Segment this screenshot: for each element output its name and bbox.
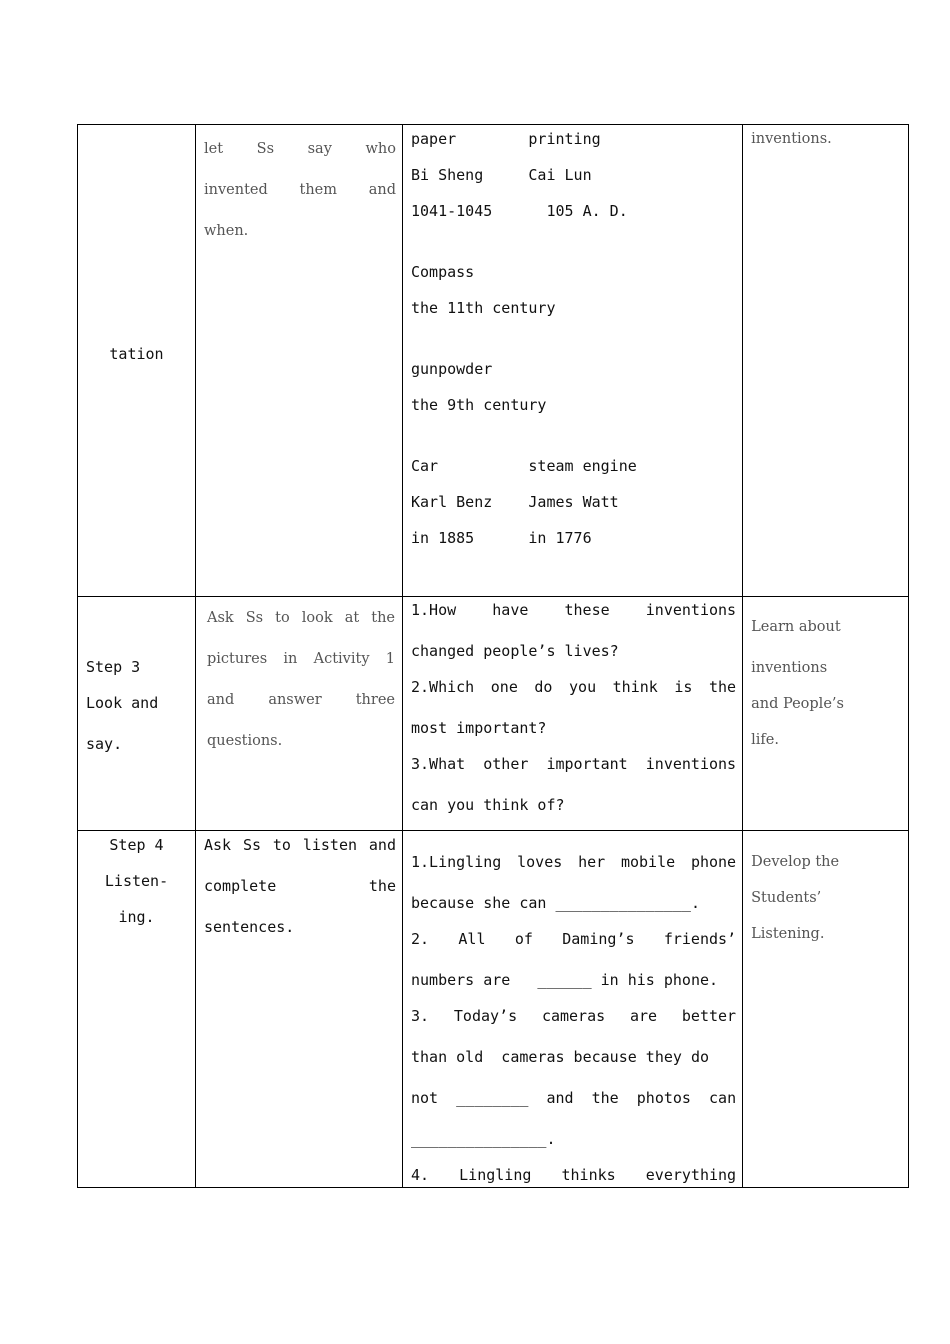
step-text: Step 3 [86,658,141,676]
step-cell [78,597,196,831]
activity-line: and answer three [207,692,395,708]
content-line: Compass [411,263,475,281]
step-text: say. [86,735,123,753]
lesson-plan-table [77,124,909,1188]
content-line: Karl Benz James Watt [411,493,619,511]
content-line: can you think of? [411,796,565,814]
activity-cell [196,597,403,831]
activity-cell [196,831,403,1188]
content-cell [403,125,743,597]
activity-line: invented them and [204,182,396,198]
content-line: 2.Which one do you think is the [411,678,737,696]
content-line: because she can _______________. [411,894,700,912]
content-line: most important? [411,719,547,737]
content-line: not ________ and the photos can [411,1089,737,1107]
activity-cell [196,125,403,597]
activity-line: pictures in Activity 1 [207,651,395,667]
content-line: 2. All of Daming’s friends’ [411,930,737,948]
content-line: numbers are ______ in his phone. [411,971,719,989]
purpose-line: Learn about [751,619,841,635]
content-line: 3. Today’s cameras are better [411,1007,737,1025]
purpose-cell [743,597,909,831]
content-line: the 9th century [411,396,547,414]
content-line: in 1885 in 1776 [411,529,592,547]
table-row [78,125,909,597]
activity-line: complete the [204,877,396,895]
purpose-line: inventions. [751,131,832,147]
content-line: 1.How have these inventions [411,601,737,619]
content-line: _______________. [411,1130,556,1148]
content-line: gunpowder [411,360,493,378]
content-cell [403,597,743,831]
content-line: Car steam engine [411,457,637,475]
step-text: Listen- [104,872,169,890]
content-spacer [411,226,736,262]
step-cell [78,125,196,597]
activity-line: questions. [207,733,283,749]
activity-line: when. [204,223,249,239]
content-line: changed people’s lives? [411,642,619,660]
purpose-cell [743,831,909,1188]
activity-line: let Ss say who [204,141,396,157]
step-text: Look and [86,694,159,712]
content-line: 3.What other important inventions [411,755,737,773]
content-spacer [411,323,736,359]
activity-line: Ask Ss to look at the [207,610,395,626]
content-line: the 11th century [411,299,556,317]
purpose-cell [743,125,909,597]
table-row [78,831,909,1188]
content-line: 1.Lingling loves her mobile phone [411,853,737,871]
step-cell [78,831,196,1188]
content-line: 1041-1045 105 A. D. [411,202,628,220]
content-line: Bi Sheng Cai Lun [411,166,592,184]
purpose-line: Listening. [751,926,825,942]
step-text: tation [109,345,164,363]
purpose-line: Develop the [751,854,840,870]
purpose-line: Students’ [751,890,822,906]
purpose-line: inventions [751,660,828,676]
step-text: Step 4 [109,836,164,854]
step-text: ing. [118,908,155,926]
table-row [78,597,909,831]
activity-line: Ask Ss to listen and [204,836,396,854]
purpose-line: and People’s [751,696,844,712]
content-cell [403,831,743,1188]
content-line: paper printing [411,130,601,148]
content-line: than old cameras because they do [411,1048,710,1066]
content-line: 4. Lingling thinks everything [411,1166,737,1184]
activity-line: sentences. [204,918,295,936]
purpose-line: life. [751,732,779,748]
content-spacer [411,420,736,456]
